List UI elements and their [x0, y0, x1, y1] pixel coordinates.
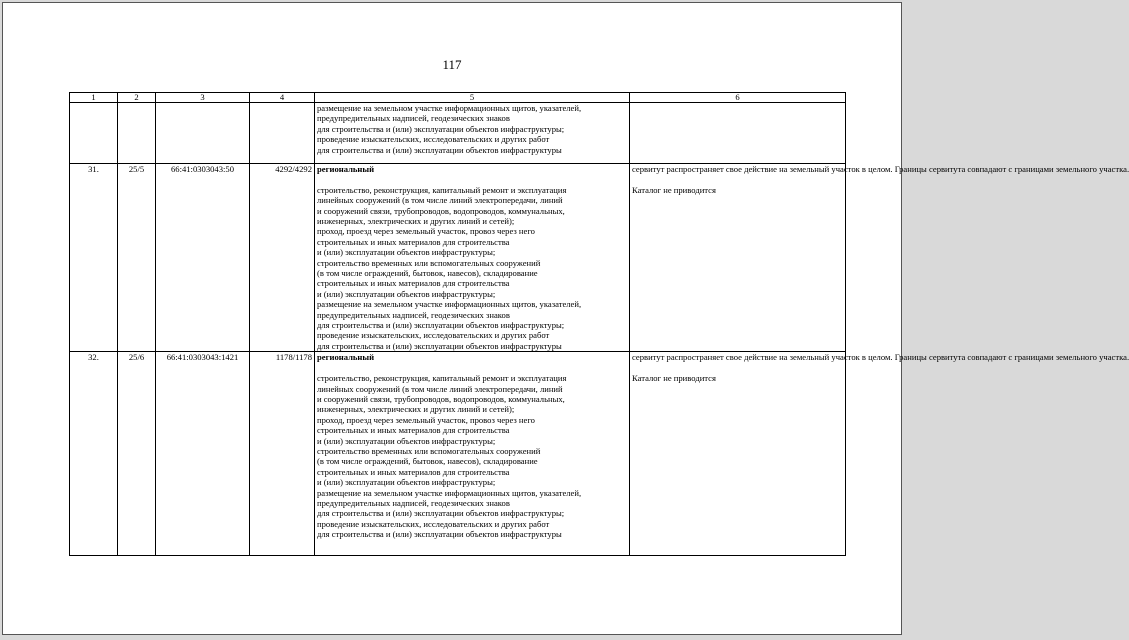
purpose-line: для строительства и (или) эксплуатации объектов инфраструктуры; — [317, 320, 565, 331]
spacer — [317, 363, 627, 373]
purpose-line: строительных и иных материалов для строительства — [317, 466, 510, 477]
purpose-line: размещение на земельном участке информационных щитов, указателей, — [317, 299, 582, 310]
purpose-line: строительство временных или вспомогательных сооружений — [317, 445, 541, 456]
purpose-line: предупредительных надписей, геодезических знаков — [317, 309, 510, 320]
purpose-line: для строительства и (или) эксплуатации объектов инфраструктуры — [317, 529, 562, 540]
purpose-line: для строительства и (или) эксплуатации объектов инфраструктуры — [317, 144, 562, 155]
purpose-line: проход, проезд через земельный участок, провоз через него — [317, 414, 535, 425]
purpose-line: строительство временных или вспомогательных сооружений — [317, 257, 541, 268]
purpose-line: размещение на земельном участке информационных щитов, указателей, — [317, 103, 582, 113]
cell-code: 25/5 — [118, 164, 156, 352]
purpose-line: строительных и иных материалов для строительства — [317, 425, 510, 436]
cell-number: 32. — [70, 352, 118, 556]
catalog-text: Каталог не приводится — [632, 184, 716, 195]
cell-cadastral: 66:41:0303043:1421 — [156, 352, 250, 556]
purpose-line: для строительства и (или) эксплуатации объектов инфраструктуры; — [317, 508, 565, 519]
cell-area: 4292/4292 — [250, 164, 315, 352]
table-row — [70, 352, 846, 556]
cell-area — [250, 103, 315, 164]
table-header-row — [70, 93, 846, 103]
purpose-line: инженерных, электрических и других линий и сетей); — [317, 216, 515, 227]
spacer — [632, 174, 843, 184]
purpose-line: и (или) эксплуатации объектов инфраструктуры; — [317, 247, 496, 258]
purpose-line: проведение изыскательских, исследовательских и других работ — [317, 330, 550, 341]
purpose-line: строительство, реконструкция, капитальный ремонт и эксплуатация — [317, 184, 567, 195]
purpose-line: инженерных, электрических и других линий и сетей); — [317, 404, 515, 415]
column-header: 5 — [315, 93, 630, 103]
purpose-line: и (или) эксплуатации объектов инфраструктуры; — [317, 435, 496, 446]
cell-note — [630, 164, 1129, 352]
purpose-line: и сооружений связи, трубопроводов, водопроводов, коммунальных, — [317, 393, 565, 404]
table-row — [70, 164, 846, 352]
cell-purpose — [315, 352, 630, 556]
purpose-line: проведение изыскательских, исследовательских и других работ — [317, 518, 550, 529]
cell-number: 31. — [70, 164, 118, 352]
cell-note — [630, 103, 846, 164]
purpose-line: линейных сооружений (в том числе линий электропередачи, линий — [317, 195, 563, 206]
note-text: сервитут распространяет свое действие на земельный участок в целом. Границы сервитута совпадают с границами земельного участка. — [632, 164, 1129, 174]
servitude-table — [69, 92, 1129, 556]
purpose-line: (в том числе ограждений, бытовок, навесов), складирование — [317, 268, 538, 279]
cell-area: 1178/1178 — [250, 352, 315, 556]
cell-note — [630, 352, 1129, 556]
purpose-line: и (или) эксплуатации объектов инфраструктуры; — [317, 288, 496, 299]
purpose-line: размещение на земельном участке информационных щитов, указателей, — [317, 487, 582, 498]
purpose-line: предупредительных надписей, геодезических знаков — [317, 113, 510, 124]
cell-code: 25/6 — [118, 352, 156, 556]
document-page — [2, 2, 1129, 635]
column-header: 6 — [630, 93, 846, 103]
spacer — [632, 363, 843, 373]
cell-cadastral — [156, 103, 250, 164]
page-number: 117 — [442, 57, 462, 72]
purpose-line: (в том числе ограждений, бытовок, навесов), складирование — [317, 456, 538, 467]
spacer — [317, 174, 627, 184]
purpose-line: для строительства и (или) эксплуатации объектов инфраструктуры; — [317, 123, 565, 134]
table-row-continuation — [70, 103, 846, 164]
purpose-line: предупредительных надписей, геодезических знаков — [317, 497, 510, 508]
servitude-kind: региональный — [317, 164, 375, 174]
purpose-line: линейных сооружений (в том числе линий электропередачи, линий — [317, 383, 563, 394]
cell-number — [70, 103, 118, 164]
column-header: 1 — [70, 93, 118, 103]
purpose-line: строительство, реконструкция, капитальный ремонт и эксплуатация — [317, 373, 567, 384]
purpose-line: и сооружений связи, трубопроводов, водопроводов, коммунальных, — [317, 205, 565, 216]
cell-code — [118, 103, 156, 164]
purpose-line: строительных и иных материалов для строительства — [317, 236, 510, 247]
note-text: сервитут распространяет свое действие на земельный участок в целом. Границы сервитута совпадают с границами земельного участка. — [632, 352, 1129, 363]
catalog-text: Каталог не приводится — [632, 373, 716, 384]
column-header: 2 — [118, 93, 156, 103]
purpose-line: для строительства и (или) эксплуатации объектов инфраструктуры — [317, 340, 562, 351]
column-header: 3 — [156, 93, 250, 103]
cell-purpose — [315, 103, 630, 164]
purpose-line: строительных и иных материалов для строительства — [317, 278, 510, 289]
purpose-line: проход, проезд через земельный участок, провоз через него — [317, 226, 535, 237]
purpose-line: проведение изыскательских, исследовательских и других работ — [317, 134, 550, 145]
purpose-line: и (или) эксплуатации объектов инфраструктуры; — [317, 477, 496, 488]
cell-cadastral: 66:41:0303043:50 — [156, 164, 250, 352]
column-header: 4 — [250, 93, 315, 103]
cell-purpose — [315, 164, 630, 352]
servitude-kind: региональный — [317, 352, 375, 363]
